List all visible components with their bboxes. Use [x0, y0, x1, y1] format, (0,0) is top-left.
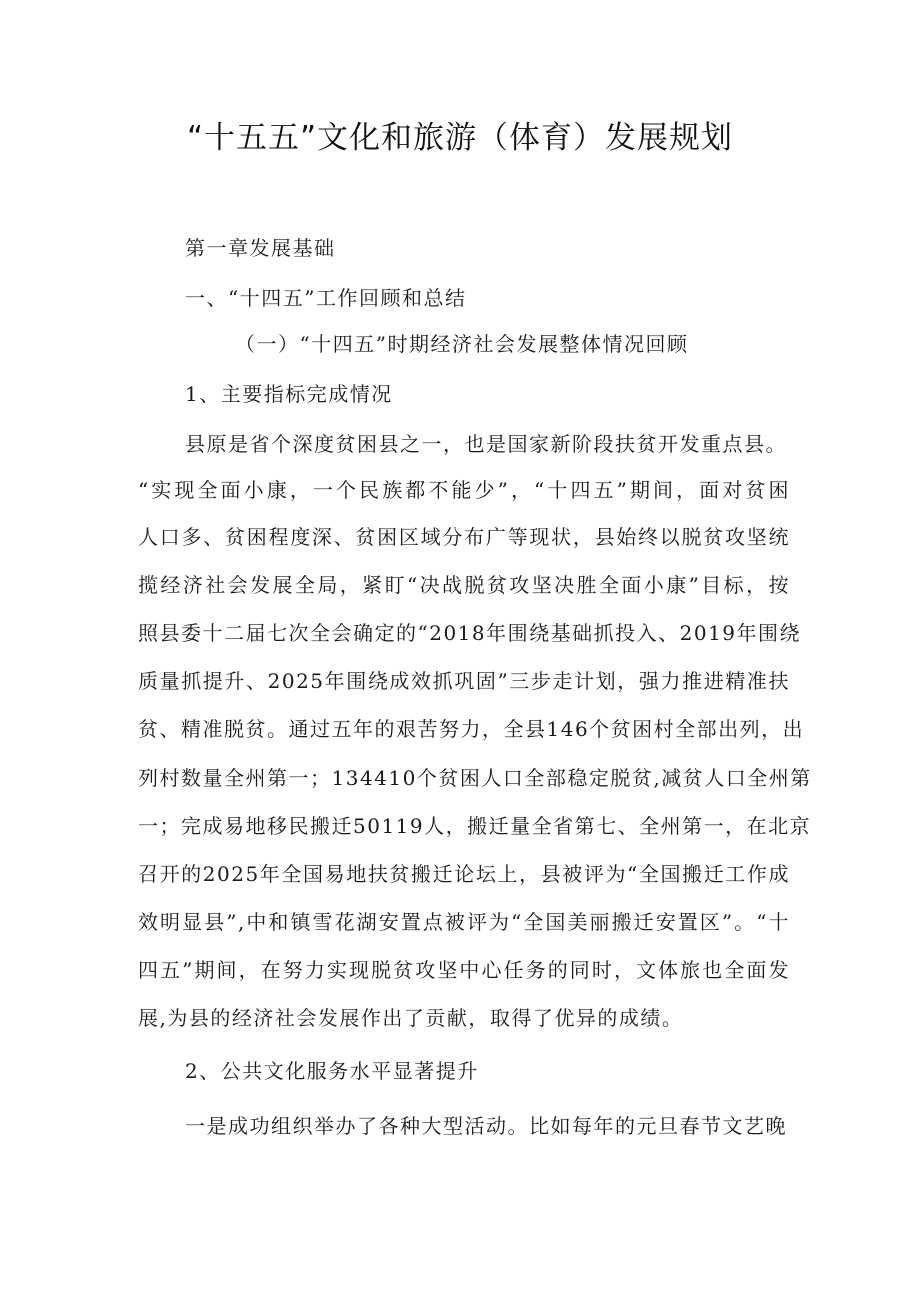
paragraph-line: 县原是省个深度贫困县之一，也是国家新阶段扶贫开发重点县。 — [185, 432, 787, 456]
paragraph-line: 贫、精准脱贫。通过五年的艰苦努力，全县146个贫困村全部出列，出 — [138, 717, 805, 741]
paragraph-line: 一；完成易地移民搬迁50119人，搬迁量全省第七、全州第一，在北京 — [138, 814, 812, 838]
paragraph-line: 人口多、贫困程度深、贫困区域分布广等现状，县始终以脱贫攻坚统 — [138, 525, 790, 549]
paragraph-line: 列村数量全州第一；134410个贫困人口全部稳定脱贫,减贫人口全州第 — [138, 766, 812, 790]
paragraph-line: 四五”期间，在努力实现脱贫攻坚中心任务的同时，文体旅也全面发 — [138, 958, 790, 982]
paragraph-line: 一是成功组织举办了各种大型活动。比如每年的元旦春节文艺晚 — [185, 1114, 787, 1138]
paragraph-line: 质量抓提升、2025年围绕成效抓巩固”三步走计划，强力推进精准扶 — [138, 669, 790, 693]
paragraph-line: 召开的2025年全国易地扶贫搬迁论坛上，县被评为“全国搬迁工作成 — [138, 862, 790, 886]
paragraph-line: 揽经济社会发展全局，紧盯“决战脱贫攻坚决胜全面小康”目标，按 — [138, 573, 790, 597]
item1-heading: 1、主要指标完成情况 — [185, 382, 393, 406]
item2-heading: 2、公共文化服务水平显著提升 — [185, 1059, 479, 1083]
paragraph-line: 效明显县”,中和镇雪花湖安置点被评为“全国美丽搬迁安置区”。“十 — [138, 910, 790, 934]
document-title: “十五五”文化和旅游（体育）发展规划 — [186, 120, 734, 156]
subsection-heading: （一）“十四五”时期经济社会发展整体情况回顾 — [235, 332, 689, 356]
chapter-heading: 第一章发展基础 — [185, 236, 336, 260]
paragraph-line: 展,为县的经济社会发展作出了贡献，取得了优异的成绩。 — [138, 1006, 684, 1030]
section-heading: 一、“十四五”工作回顾和总结 — [185, 286, 467, 310]
paragraph-line: “实现全面小康，一个民族都不能少”，“十四五”期间，面对贫困 — [138, 478, 790, 502]
paragraph-line: 照县委十二届七次全会确定的“2018年围绕基础抓投入、2019年围绕 — [138, 621, 802, 645]
